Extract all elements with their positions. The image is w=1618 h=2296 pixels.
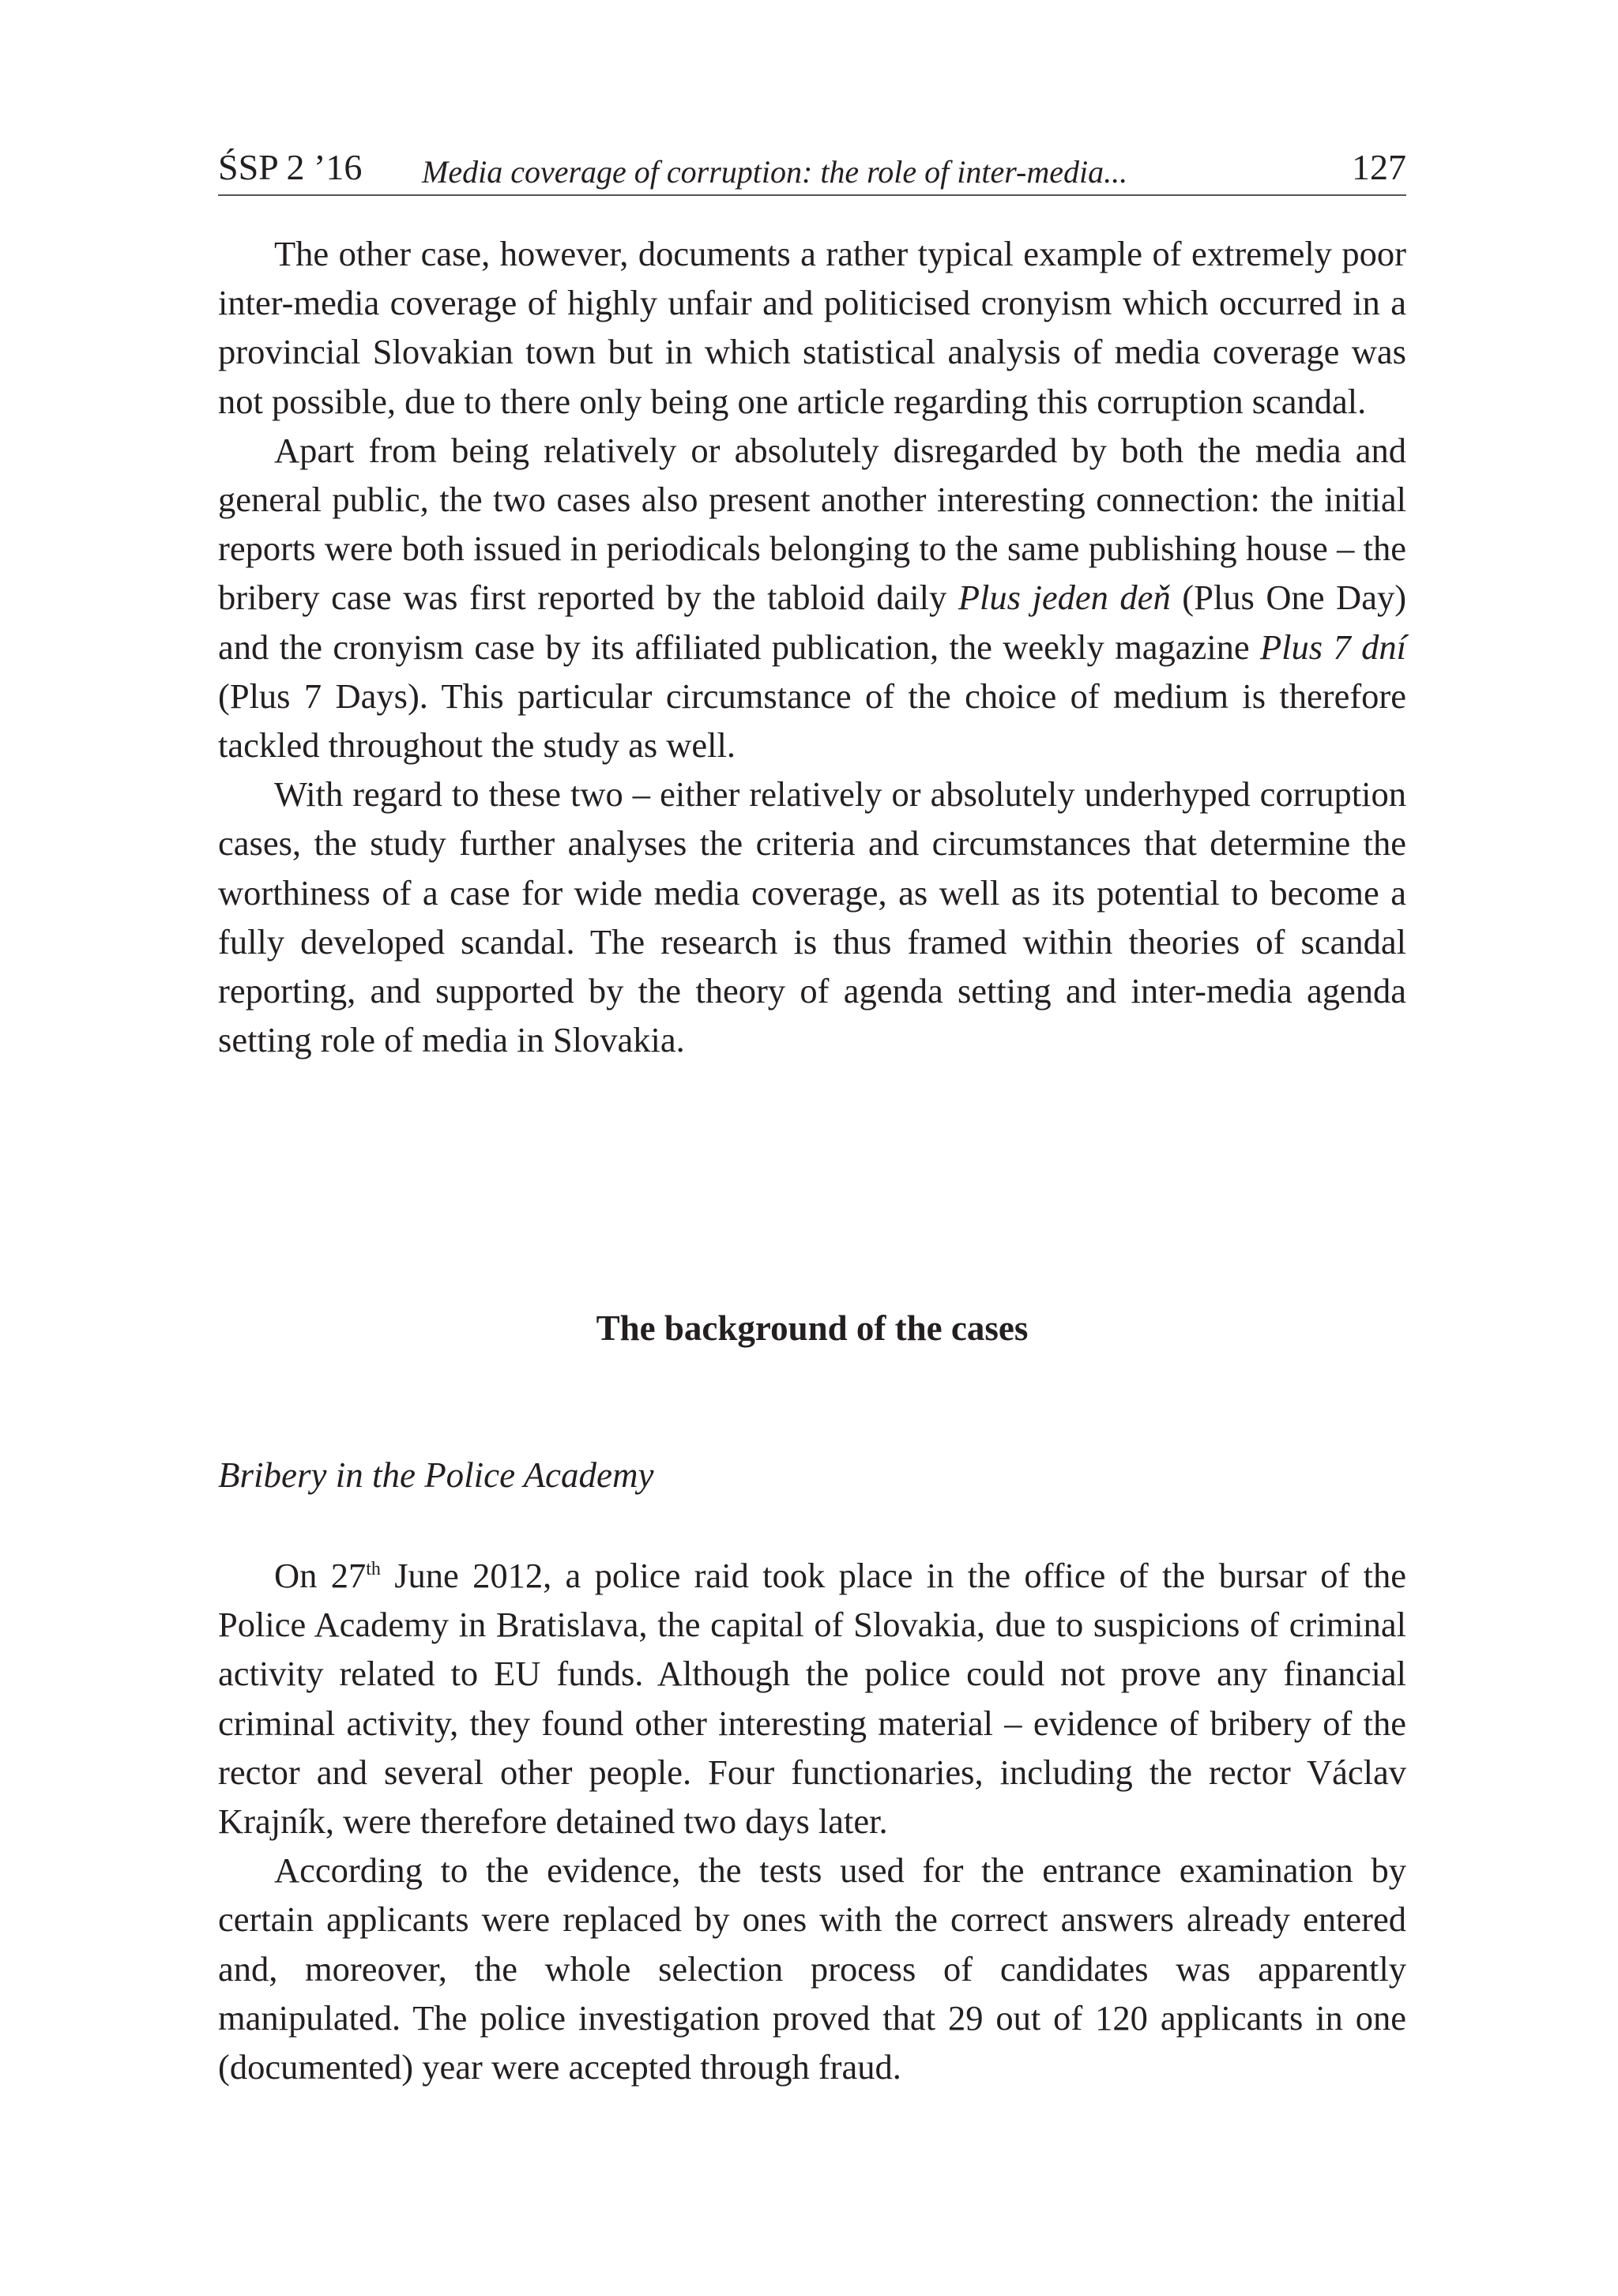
journal-issue: ŚSP 2 ’16	[218, 147, 363, 187]
paragraph-text: On 27	[274, 1556, 367, 1595]
section-heading: The background of the cases	[596, 1308, 1029, 1348]
periodical-title: Plus jeden deň	[958, 578, 1171, 618]
ordinal-suffix: th	[366, 1559, 381, 1580]
subsection-heading: Bribery in the Police Academy	[218, 1455, 654, 1495]
paragraph-police-raid	[218, 1551, 1406, 1846]
periodical-title: Plus 7 dní	[1260, 627, 1406, 667]
paragraph-evidence: According to the evidence, the tests used for the entrance examination by certain applicants were replaced by ones with the correct answers already entered and, moreover, the whole selection process of candidates was apparently manipulated. The police investigation proved that 29 out of 120 applicants in one (documented) year were accepted through fraud.	[218, 1850, 1406, 2087]
paragraph-research-framing: With regard to these two – either relatively or absolutely underhyped corruption cases, the study further analyses the criteria and circumstances that determine the worthiness of a case for wide media coverage, as well as its potential to become a fully developed scandal. The research is thus framed within theories of scandal reporting, and supported by the theory of agenda setting and inter-media agenda setting role of media in Slovakia.	[218, 774, 1406, 1060]
paragraph-text: Apart from being relatively or absolutely disregarded by both the media and general public, the two cases also present another interesting connection: the initial reports were both issued in periodicals belonging to the same publishing house – the bribery case was first reported by the tabloid daily	[218, 430, 1406, 618]
intro-section	[218, 229, 1406, 1064]
page-number: 127	[1352, 147, 1406, 187]
paragraph-text: (Plus One Day) and the cronyism case by its affiliated publication, the weekly magazine	[218, 578, 1407, 667]
running-title: Media coverage of corruption: the role of inter-media...	[422, 154, 1128, 190]
running-head	[218, 142, 1406, 196]
paragraph-text: June 2012, a police raid took place in the office of the bursar of the Police Academy in Bratislava, the capital of Slovakia, due to suspicions of criminal activity related to EU funds. Although the police could not prove any financial criminal activity, they found other interesting material – evidence of bribery of the rector and several other people. Four functionaries, including the rector Václav Krajník, were therefore detained two days later.	[218, 1556, 1407, 1842]
paragraph-other-case: The other case, however, documents a rather typical example of extremely poor inter-media coverage of highly unfair and politicised cronyism which occurred in a provincial Slovakian town but in which statistical analysis of media coverage was not possible, due to there only being one article regarding this corruption scandal.	[218, 234, 1406, 421]
paragraph-publishing-house	[218, 426, 1406, 770]
paragraph-text: (Plus 7 Days). This particular circumstance of the choice of medium is therefore tackled throughout the study as well.	[218, 676, 1406, 766]
bribery-section	[218, 1551, 1406, 2091]
